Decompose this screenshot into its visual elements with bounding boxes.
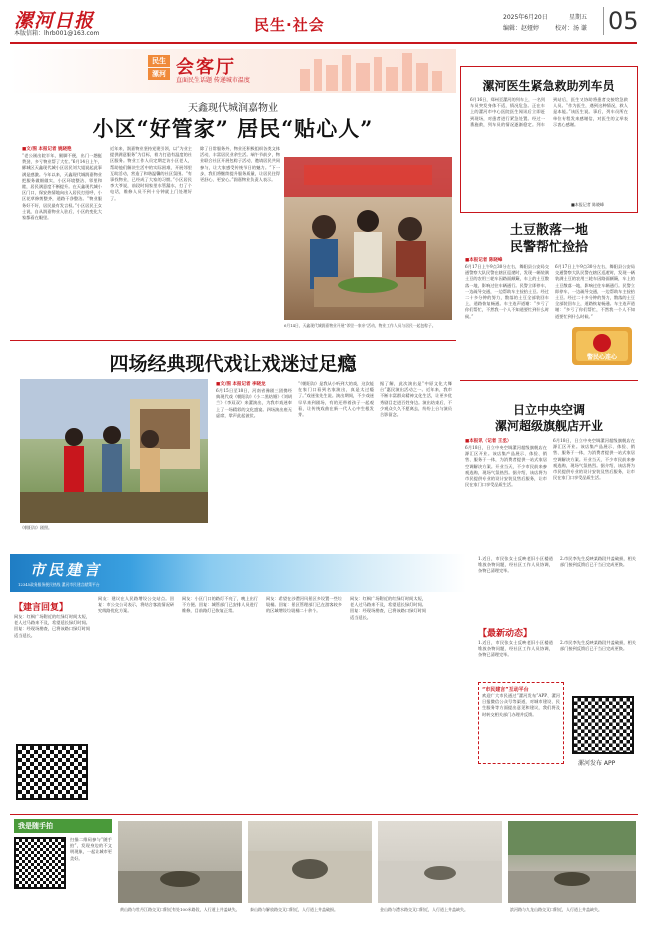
suggest-body-3: 网友：小区门口的路灯不亮了，晚上出行不方便。回复：城管部门已安排人员进行维修，目前路灯已恢复正常。: [182, 596, 258, 614]
strip-photo-3: [378, 821, 502, 903]
doctor-story-box: [460, 66, 638, 213]
strip-caption-3: 金山路与澧水路交叉口附近，人行道上井盖缺失。: [380, 907, 468, 912]
potato-byline: ■本报记者 陈晓峰: [465, 258, 503, 263]
doctor-byline: ■本报记者 陈晓峰: [571, 202, 605, 207]
shop-byline: ■本报讯（记者 王丞）: [465, 439, 512, 444]
plays-body-2: “《朝阳沟》是我从小听到大的戏，这次能在家门口看到名家演出，真是太过瘾了。”戏迷张先生说。演出期间，不少戏迷早早来到剧场，有的还带着孩子一起观看，让传统戏曲在新一代人心中生根发芽。: [298, 381, 374, 418]
column-tag-luohe: 漯河: [148, 68, 170, 80]
column-tag-minsheng: 民生: [148, 55, 170, 67]
section-title: 民生·社会: [254, 16, 325, 34]
strip-caption-2: 泰山路与解放路交叉口附近，人行道上井盖破损。: [250, 907, 338, 912]
suggest-banner-title: 市民建言: [30, 561, 103, 579]
feature-headline: 小区“好管家” 居民“贴心人”: [92, 116, 374, 141]
strip-tag: 我是随手拍: [14, 819, 112, 833]
latest-body-top-2: 2.市民李先生反映某路段井盖破损，相关部门接到反馈后已于当日完成更换。: [560, 556, 636, 568]
potato-body-right: 6月17日上午9点30分左右，舞阳县公安局交通警察大队民警在辖区巡逻时，发现一辆装满土豆的农用三轮车因路面颠簸，车上的土豆散落一地，影响过往车辆通行。民警立即停车，一边疏导交通，一边帮助车主捡拾土豆。经过二十多分钟的努力，散落的土豆全部装回车上，道路恢复畅通。车主连声道谢：“多亏了你们帮忙，不然我一个人不知道要忙到什么时候。”: [555, 264, 635, 319]
column-slogan: 直面民生话题 传递城市温度: [176, 77, 250, 84]
proofreader: 校对：汤 谦: [555, 25, 587, 32]
feature-photo: [284, 157, 452, 320]
plays-headline: 四场经典现代戏让戏迷过足瘾: [109, 353, 357, 375]
suggest-banner: [10, 554, 210, 592]
feature-kicker: 天鑫现代城润嘉物业: [188, 103, 278, 114]
police-stamp-label: 警民心连心: [586, 354, 617, 361]
latest-section: [478, 554, 638, 810]
potato-body-left: 6月17日上午9点30分左右，舞阳县公安局交通警察大队民警在辖区巡逻时，发现一辆装满土豆的农用三轮车因路面颠簸，车上的土豆散落一地，影响过往车辆通行。民警立即停车，一边疏导交通，一边帮助车主捡拾土豆。经过二十多分钟的努力，散落的土豆全部装回车上，道路恢复畅通。车主连声道谢：“多亏了你们帮忙，不然我一个人不知道要忙到什么时候。”: [465, 264, 549, 319]
shop-story: [460, 380, 638, 552]
strip-caption-1: 黄山路与牡丹江路交叉口附近有处100米路段，人行道上井盖缺失。: [120, 907, 240, 912]
suggest-body-2: 网友：建议在人民路增设公交站点。回复：市公交公司表示，将结合客流情况研究线路优化方案。: [98, 596, 174, 614]
shop-headline-2: 漯河超级旗舰店开业: [494, 419, 603, 433]
doctor-body: 6月16日，郑州至漯河的列车上，一名列车员突发身体不适，情况危急。正在车上的漯河市中心医院医生闻讯后立即赶到现场，对患者进行紧急处置。经过一番施救，列车员的情况逐渐稳定。列车到站后，医生又协助将患者交接给急救人员。“作为医生，遇到这种情况，救人是本能。”该医生说。事后，列车员所在单位专程发来感谢信，对医生的义举表示衷心感谢。: [470, 97, 628, 127]
masthead: [0, 0, 647, 46]
suggest-body-4: 网友：希望在沙澧河风景区多设置一些垃圾桶。回复：景区管理部门已在游客较多的区域增设垃圾桶二十余个。: [266, 596, 342, 614]
shop-body-left: 6月18日，日立中央空调漯河超级旗舰店在源汇区开业。该店集产品展示、体验、销售、服务于一体，为消费者提供一站式家居空调解决方案。开业当天，不少市民前来参观选购，现场气氛热烈。据介绍，该店将为市民提供专业的设计安装及售后服务，让市民在家门口享受品质生活。: [465, 445, 547, 488]
page-number: 05: [603, 7, 639, 35]
latest-body-top: 1.近日，市民张女士反映老旧小区楼道堆放杂物问题，经社区工作人员协调，杂物已清理完毕。: [478, 556, 553, 574]
strip-photo-4: [508, 821, 636, 903]
latest-body-2: 2.市民李先生反映某路段井盖破损，相关部门接到反馈后已于当日完成更换。: [560, 640, 636, 652]
suggest-section: [10, 594, 480, 810]
strip-caption-4: 滨河路与九龙山路交叉口附近，人行道上井盖缺失。: [510, 907, 602, 912]
suggest-body-1: 网友：红枫广场附近的红绿灯时间太短，老人过马路来不及，希望延长绿灯时间。回复：经现场勘查，已将该路口绿灯时间适当延长。: [14, 614, 90, 638]
suggest-body-5: 网友：红枫广场附近的红绿灯时间太短，老人过马路来不及，希望延长绿灯时间。回复：经现场勘查，已将该路口绿灯时间适当延长。: [350, 596, 426, 620]
feature-body-mid: 近年来，润嘉物业坚持党建引领，以“为业主提供满意服务”为目标，着力打造有温度的社区服务。物业工作人员定期走访小区老人，帮助他们解决生活中的实际困难，开展邻里互助活动，营造了和谐温馨的社区氛围。“有事找物业，已经成了大家的习惯。”小区居民李大爷说，前段时间家里水管漏水，打了个电话，维修人员不到十分钟就上门处理好了。: [110, 146, 192, 201]
shop-body-right: 6月18日，日立中央空调漯河超级旗舰店在源汇区开业。该店集产品展示、体验、销售、服务于一体，为消费者提供一站式家居空调解决方案。开业当天，不少市民前来参观选购，现场气氛热烈。据介绍，该店将为市民提供专业的设计安装及售后服务，让市民在家门口享受品质生活。: [553, 438, 635, 481]
strip-qr-text: 扫描二维码参与“随手拍”，发现身边的不文明现象，一起让城市更美好。: [70, 837, 112, 861]
date: 2025年6月20日: [503, 14, 548, 21]
suggest-section-title: 【建言回复】: [14, 603, 69, 613]
paper-logo: 漯河日报: [14, 10, 95, 32]
potato-headline-2: 民警帮忙捡拾: [509, 240, 588, 255]
email: 本版信箱：lhrb001@163.com: [14, 30, 100, 37]
suggest-banner-sub: 12345政务服务便民热线 漯河市民建言献策平台: [18, 582, 100, 587]
latest-section-title: 【最新动态】: [478, 629, 533, 639]
potato-story: [460, 216, 638, 376]
plays-story: [10, 340, 456, 552]
feature-body-right: 除了日常服务外，物业还积极组织各类文体活动，丰富居民业余生活。端午节前夕，物业联合社区开展包粽子活动，邀请居民共同参与，让大家感受传统节日的魅力。“下一步，我们将继续提升服务质量，让居民住得更舒心、更安心。”润嘉物业负责人表示。: [200, 146, 280, 183]
plays-byline: ■文/图 本报记者 李晓龙: [216, 382, 266, 387]
doctor-headline: 漯河医生紧急救助列车员: [482, 79, 615, 93]
plays-caption: 《朝阳沟》剧照。: [20, 525, 52, 530]
plays-body-3: 据了解，此次演出是“中原文化大舞台”惠民演出活动之一。近年来，我市不断丰富群众精神文化生活，让更多优秀剧目走进百姓身边。演出结束后，不少观众久久不愿离去，纷纷上台与演员合影留念。: [380, 381, 452, 418]
editor: 编辑：赵娅婷: [503, 25, 540, 32]
latest-notice-title: “市民建言”互动平台: [482, 687, 529, 693]
feature-huike: [10, 49, 456, 339]
strip-photo-2: [248, 821, 372, 903]
column-name: 会客厅: [176, 57, 236, 78]
strip-qr-code[interactable]: [14, 837, 66, 889]
suggest-qr-code[interactable]: [16, 744, 88, 800]
masthead-rule: [10, 42, 637, 44]
strip-photo-1: [118, 821, 242, 903]
police-stamp-icon: [570, 321, 634, 373]
feature-photo-caption: 6月14日，天鑫现代城润嘉物业开展“邻里一家亲”活动，物业工作人员与居民一起包粽子。: [284, 323, 436, 328]
suggest-banner-tail: [210, 554, 466, 592]
latest-notice-text: 欢迎广大市民通过“漯河发布”APP、漯河日报微信公众号等渠道，对城市建设、民生服务等方面提出意见和建议，我们将及时转交相关部门办理并反馈。: [482, 693, 560, 717]
latest-notice-box: [478, 682, 564, 764]
potato-headline-1: 土豆散落一地: [509, 223, 588, 238]
feature-byline: ■文/图 本报记者 姚晓艳: [22, 147, 72, 152]
city-skyline-icon: [290, 51, 450, 91]
shop-headline-1: 日立中央空调: [512, 403, 585, 417]
plays-body-1: 6月15日至18日，河南省豫剧三团携经典现代戏《朝阳沟》《小二黑结婚》《刘胡兰》《李双双》来漯演出，为我市戏迷奉上了一场精彩的文化盛宴。四场演出座无虚席，掌声此起彼伏。: [216, 388, 292, 418]
latest-body-1: 1.近日，市民张女士反映老旧小区楼道堆放杂物问题，经社区工作人员协调，杂物已清理完毕。: [478, 640, 553, 658]
photo-strip: [10, 814, 638, 928]
plays-photo: [20, 379, 208, 523]
latest-qr-caption: 漯河发布 APP: [578, 760, 616, 767]
latest-qr-code[interactable]: [572, 696, 634, 754]
weekday: 星期五: [569, 14, 588, 21]
feature-body-left: “老公刚出院半年，腿脚不便，出门一趟挺费劲，多亏物业帮了大忙。”6月14日上午，郾城区天鑫现代城小区居民刘大姐说起此事满是感激。今年以来，天鑫现代城润嘉物业把服务做细做实，小区环境整洁、邻里和睦，居民满意度不断提升。在天鑫现代城小区门口，保安热情地向出入居民打招呼，小区花草修剪整齐，道路干净整洁。“物业服务好不好，居民最有发言权。”小区居民王女士说，自从润嘉物业入驻后，小区的变化大家都看在眼里。: [22, 153, 102, 221]
